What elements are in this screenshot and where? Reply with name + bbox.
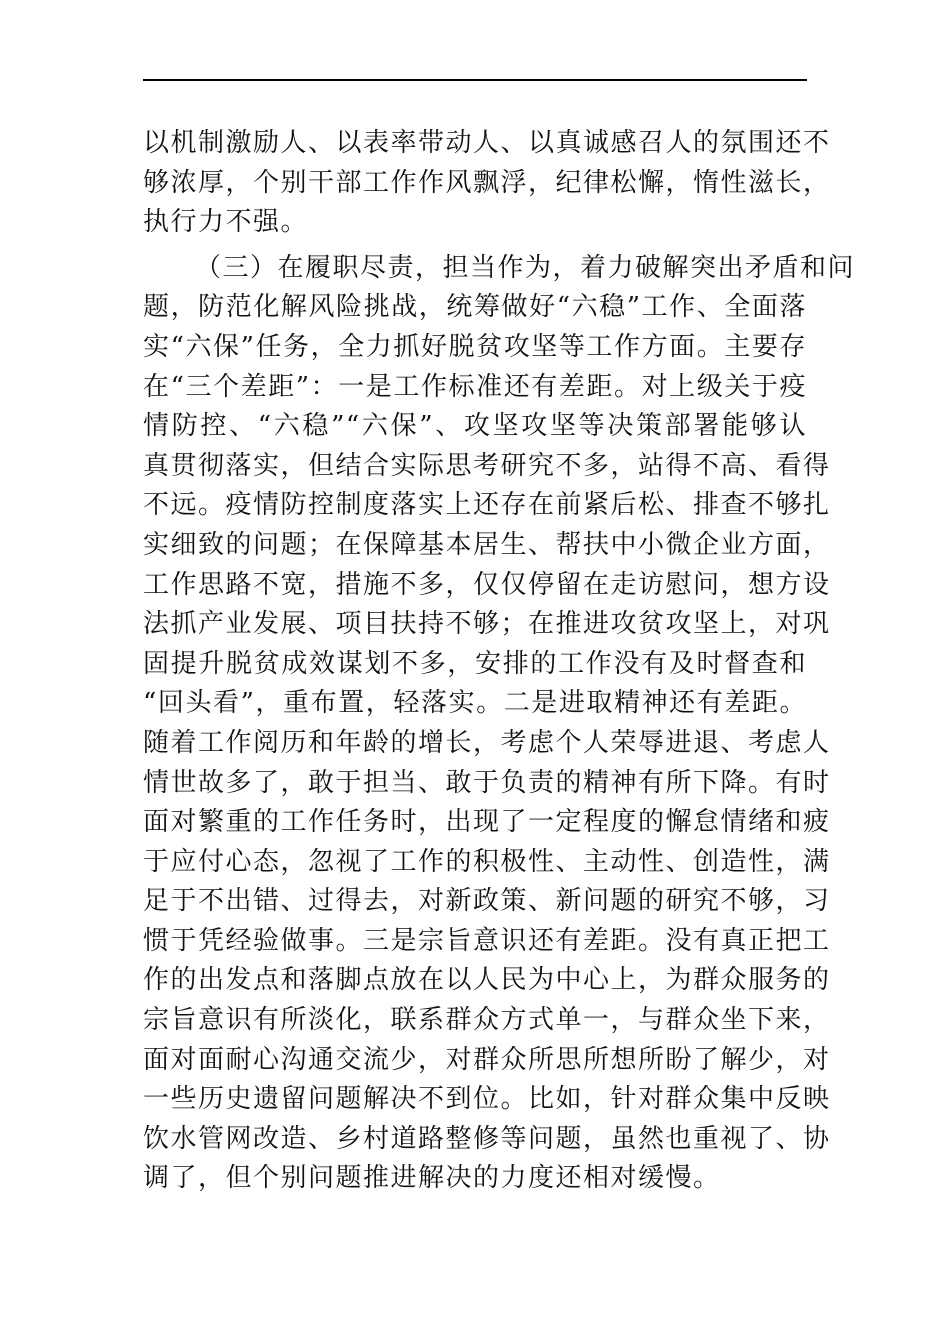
text-line: 一些历史遗留问题解决不到位。比如，针对群众集中反映	[143, 1084, 831, 1115]
text-line: 调了，但个别问题推进解决的力度还相对缓慢。	[143, 1163, 721, 1194]
paragraph-2	[143, 249, 856, 1199]
text-line: 工作思路不宽，措施不多，仅仅停留在走访慰问，想方设	[143, 569, 831, 600]
text-line: 于应付心态，忽视了工作的积极性、主动性、创造性，满	[143, 846, 831, 877]
text-line: 宗旨意识有所淡化，联系群众方式单一，与群众坐下来，	[143, 1005, 831, 1036]
text-line: 实细致的问题；在保障基本居生、帮扶中小微企业方面，	[143, 529, 831, 560]
text-line: 在“三个差距”：一是工作标准还有差距。对上级关于疫	[143, 371, 807, 402]
text-line: 饮水管网改造、乡村道路整修等问题，虽然也重视了、协	[143, 1123, 831, 1154]
header-rule	[143, 79, 807, 81]
text-line: 法抓产业发展、项目扶持不够；在推进攻贫攻坚上，对巩	[143, 609, 831, 640]
document-body	[143, 124, 856, 1199]
text-line: 情防控、“六稳”“六保”、攻坚攻坚等决策部署能够认	[143, 411, 807, 442]
text-line: 惯于凭经验做事。三是宗旨意识还有差距。没有真正把工	[143, 925, 831, 956]
text-line: 情世故多了，敢于担当、敢于负责的精神有所下降。有时	[143, 767, 831, 798]
text-line: 面对面耐心沟通交流少，对群众所思所想所盼了解少，对	[143, 1044, 831, 1075]
text-line: 足于不出错、过得去，对新政策、新问题的研究不够，习	[143, 886, 831, 917]
text-line: 真贯彻落实，但结合实际思考研究不多，站得不高、看得	[143, 450, 831, 481]
text-line: （三）在履职尽责，担当作为，着力破解突出矛盾和问	[195, 252, 856, 283]
paragraph-1	[143, 124, 831, 243]
text-line: “回头看”，重布置，轻落实。二是进取精神还有差距。	[143, 688, 807, 719]
text-line: 面对繁重的工作任务时，出现了一定程度的懈怠情绪和疲	[143, 807, 831, 838]
text-line: 题，防范化解风险挑战，统筹做好“六稳”工作、全面落	[143, 292, 807, 323]
text-line: 执行力不强。	[143, 207, 309, 238]
text-line: 固提升脱贫成效谋划不多，安排的工作没有及时督查和	[143, 648, 807, 679]
text-line: 实“六保”任务，全力抓好脱贫攻坚等工作方面。主要存	[143, 331, 807, 362]
text-line: 随着工作阅历和年龄的增长，考虑个人荣辱进退、考虑人	[143, 727, 831, 758]
text-line: 以机制激励人、以表率带动人、以真诚感召人的氛围还不	[143, 128, 831, 158]
text-line: 不远。疫情防控制度落实上还存在前紧后松、排查不够扎	[143, 490, 831, 521]
text-line: 够浓厚，个别干部工作作风飘浮，纪律松懈，惰性滋长，	[143, 167, 831, 198]
text-line: 作的出发点和落脚点放在以人民为中心上，为群众服务的	[143, 965, 831, 996]
